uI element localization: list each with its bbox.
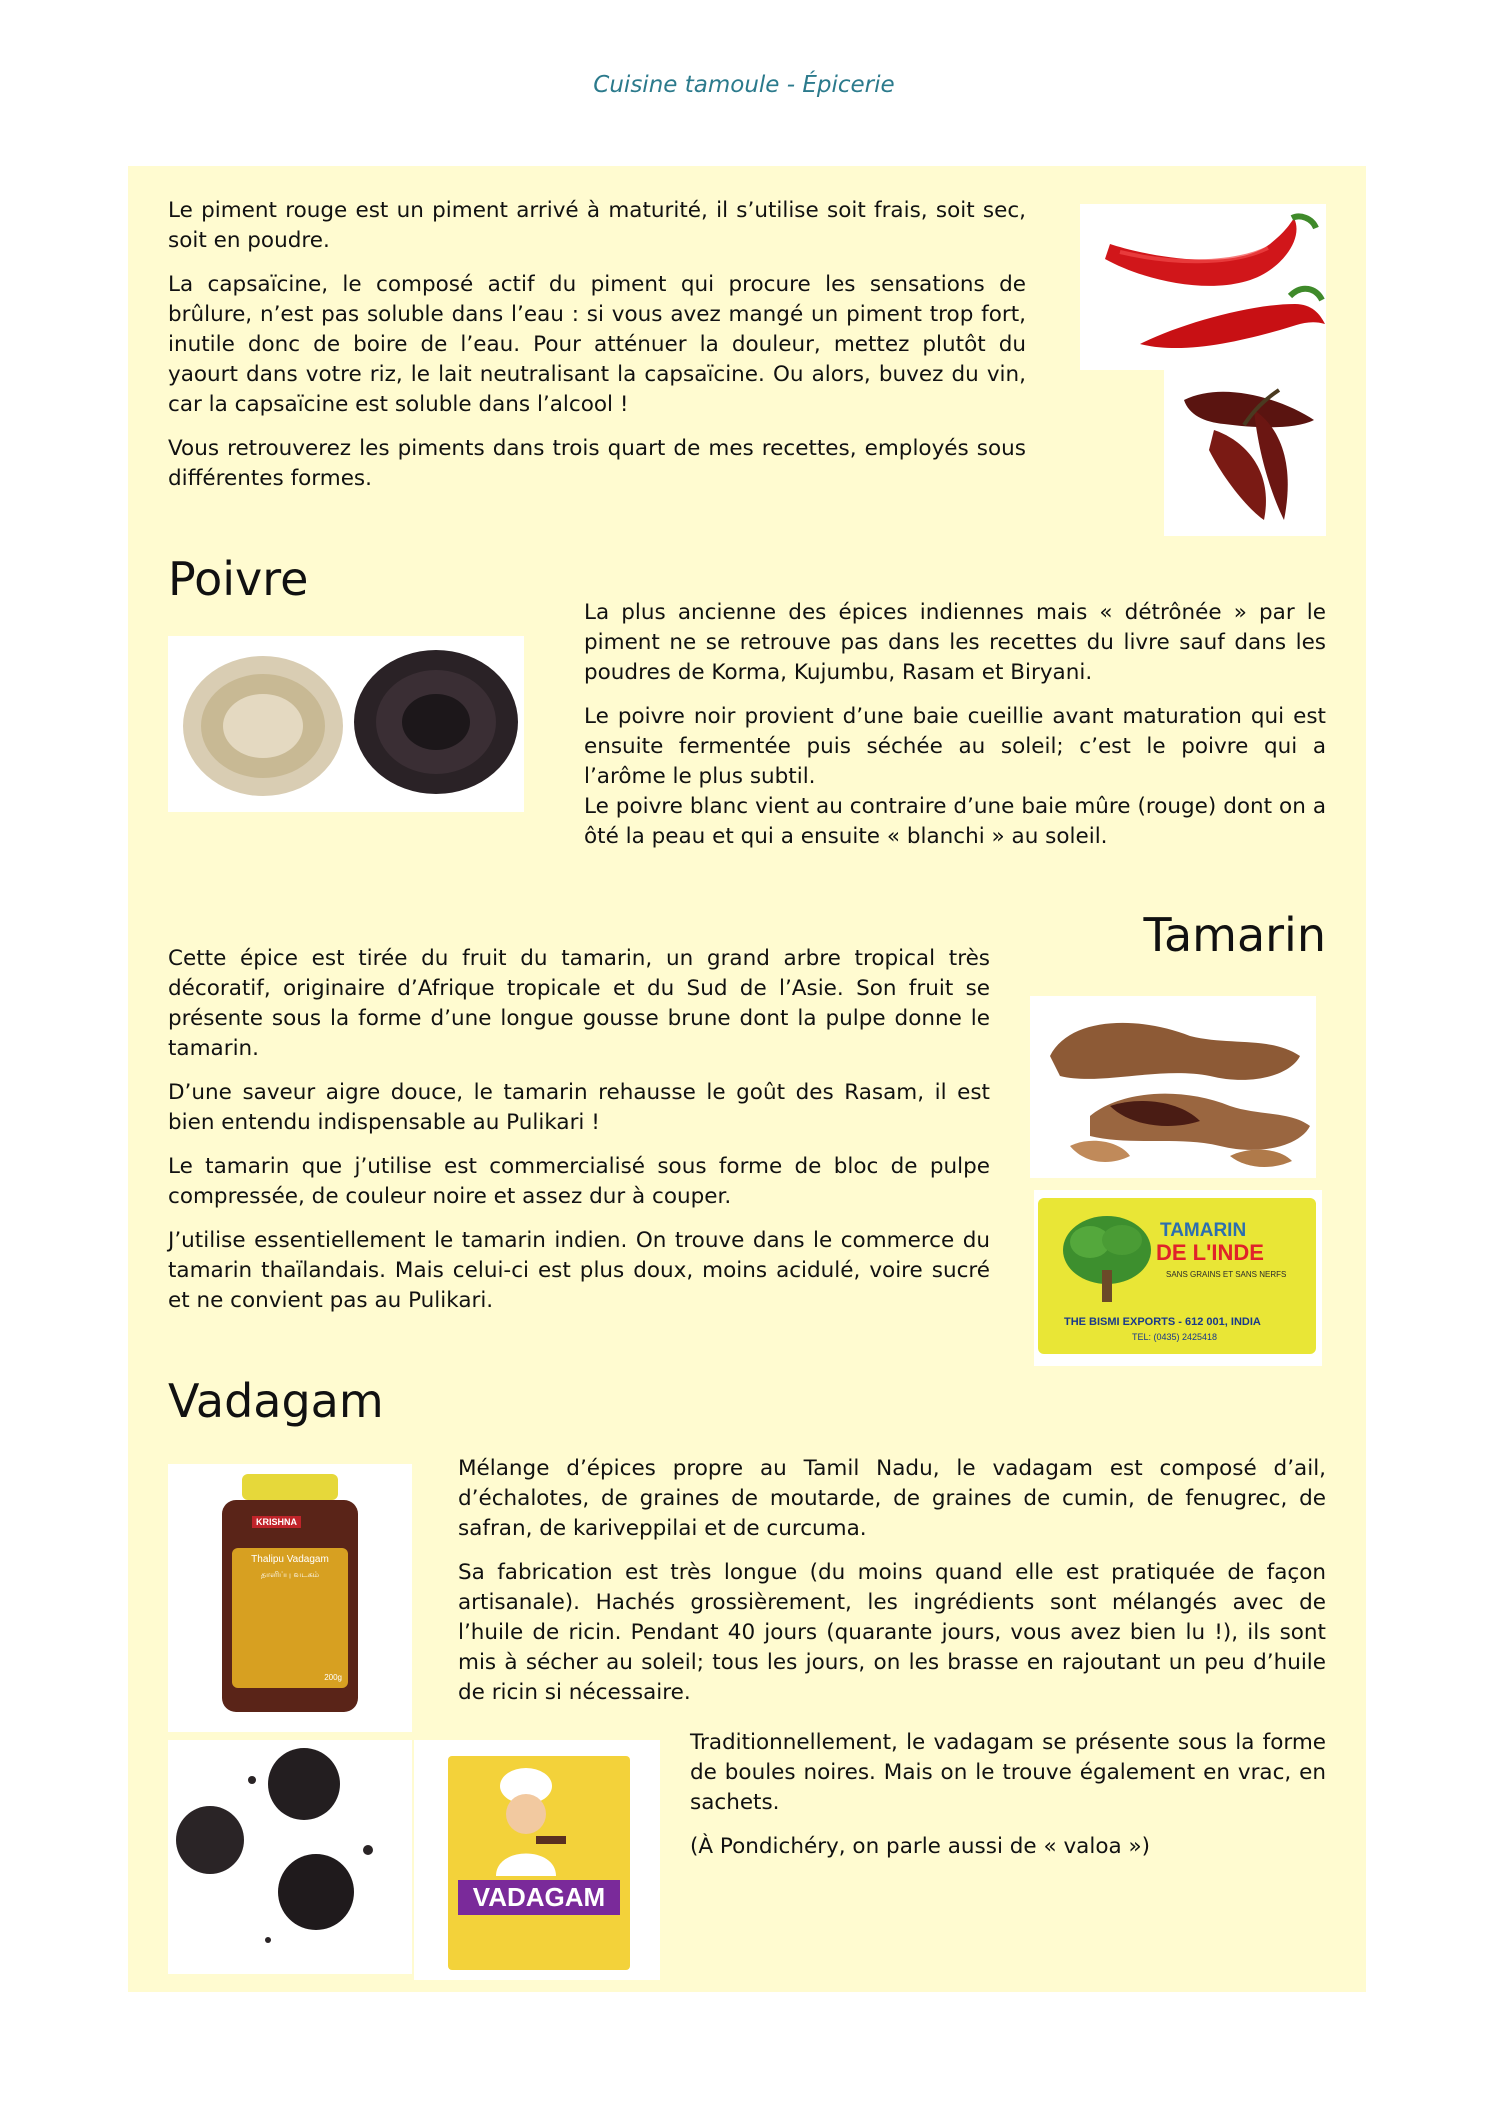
dried-chili-photo xyxy=(1164,370,1326,536)
peppercorns-photo xyxy=(168,636,524,812)
vadagam-bag-photo xyxy=(414,1740,660,1980)
tamarin-text xyxy=(168,944,990,1330)
piment-paragraph-2: La capsaïcine, le composé actif du piment qui procure les sensations de brûlure, n’est pas soluble dans l’eau : si vous avez mangé un piment trop fort, inutile donc de boire de l’eau. Pour atténuer la douleur, mettez plutôt du yaourt dans votre riz, le lait neutralisant la capsaïcine. Ou alors, buvez du vin, car la capsaïcine est soluble dans l’alcool ! xyxy=(168,272,1026,417)
piment-text xyxy=(168,196,1026,508)
tamarin-paragraph-2: D’une saveur aigre douce, le tamarin rehausse le goût des Rasam, il est bien entendu indispensable au Pulikari ! xyxy=(168,1080,990,1135)
package-brand-line1: TAMARIN xyxy=(1160,1220,1247,1241)
vadagam-heading: Vadagam xyxy=(168,1374,384,1428)
jar-tamil: தாளிப்பு வடகம் xyxy=(260,1570,320,1579)
vadagam-paragraph-4: (À Pondichéry, on parle aussi de « valoa ») xyxy=(690,1834,1151,1859)
piment-paragraph-1: Le piment rouge est un piment arrivé à maturité, il s’utilise soit frais, soit sec, soit en poudre. xyxy=(168,198,1026,253)
jar-body xyxy=(222,1500,358,1712)
package-tagline: SANS GRAINS ET SANS NERFS xyxy=(1166,1270,1287,1279)
tamarin-paragraph-1: Cette épice est tirée du fruit du tamarin, un grand arbre tropical très décoratif, originaire d’Afrique tropicale et du Sud de l’Asie. Son fruit se présente sous la forme d’une longue gousse brune dont la pulpe donne le tamarin. xyxy=(168,946,990,1061)
poivre-paragraph-2: Le poivre noir provient d’une baie cueillie avant maturation qui est ensuite fermentée puis séchée au soleil; c’est le poivre qui a l’arôme le plus subtil. xyxy=(584,704,1326,789)
package-brand-line2: DE L'INDE xyxy=(1156,1240,1264,1265)
jar-product: Thalipu Vadagam xyxy=(251,1554,329,1565)
tamarin-package xyxy=(1038,1198,1316,1354)
tamarin-paragraph-3: Le tamarin que j’utilise est commercialisé sous forme de bloc de pulpe compressée, de couleur noire et assez dur à couper. xyxy=(168,1154,990,1209)
tamarin-paragraph-4: J’utilise essentiellement le tamarin indien. On trouve dans le commerce du tamarin thaïlandais. Mais celui-ci est plus doux, moins acidulé, voire sucré et ne convient pas au Pulikari. xyxy=(168,1228,990,1313)
poivre-heading: Poivre xyxy=(168,552,309,606)
jar-label xyxy=(232,1548,348,1688)
jar-lid xyxy=(242,1474,338,1500)
tamarind-pods-photo xyxy=(1030,996,1316,1178)
vadagam-paragraph-2: Sa fabrication est très longue (du moins quand elle est pratiquée de façon artisanale). Hachés grossièrement, les ingrédients sont mélangés avec de l’huile de ricin. Pendant 40 jours (quarante jours, vous avez bien lu !), ils sont mis à sécher au soleil; tous les jours, on les brasse en rajoutant un peu d’huile de ricin si nécessaire. xyxy=(458,1560,1326,1705)
package-exporter: THE BISMI EXPORTS - 612 001, INDIA xyxy=(1064,1316,1261,1328)
vadagam-paragraph-1: Mélange d’épices propre au Tamil Nadu, le vadagam est composé d’ail, d’échalotes, de graines de moutarde, de graines de cumin, de fenugrec, de safran, de kariveppilai et de curcuma. xyxy=(458,1456,1326,1541)
chef-icon xyxy=(486,1766,566,1876)
vadagam-text-2 xyxy=(690,1728,1326,1876)
vadagam-paragraph-3: Traditionnellement, le vadagam se présente sous la forme de boules noires. Mais on le trouve également en vrac, en sachets. xyxy=(690,1730,1326,1815)
vadagam-balls-photo xyxy=(168,1740,412,1974)
jar-brand: KRISHNA xyxy=(252,1516,301,1528)
tamarin-package-photo xyxy=(1034,1190,1322,1366)
red-chili-photo xyxy=(1080,204,1326,370)
vadagam-bag xyxy=(448,1756,630,1970)
package-tel: TEL: (0435) 2425418 xyxy=(1132,1332,1218,1342)
piment-paragraph-3: Vous retrouverez les piments dans trois quart de mes recettes, employés sous différentes formes. xyxy=(168,436,1026,491)
tree-icon xyxy=(1060,1212,1154,1304)
vadagam-jar-photo xyxy=(168,1464,412,1732)
poivre-text xyxy=(584,598,1326,866)
tamarin-heading: Tamarin xyxy=(1143,908,1326,962)
jar-weight: 200g xyxy=(324,1673,342,1682)
vadagam-text xyxy=(458,1454,1326,1722)
running-header: Cuisine tamoule - Épicerie xyxy=(593,72,895,98)
poivre-paragraph-3: Le poivre blanc vient au contraire d’une baie mûre (rouge) dont on a ôté la peau et qui a ensuite « blanchi » au soleil. xyxy=(584,794,1326,849)
poivre-paragraph-1: La plus ancienne des épices indiennes mais « détrônée » par le piment ne se retrouve pas dans les recettes du livre sauf dans les poudres de Korma, Kujumbu, Rasam et Biryani. xyxy=(584,600,1326,685)
vadagam-bag-name: VADAGAM xyxy=(458,1880,620,1915)
